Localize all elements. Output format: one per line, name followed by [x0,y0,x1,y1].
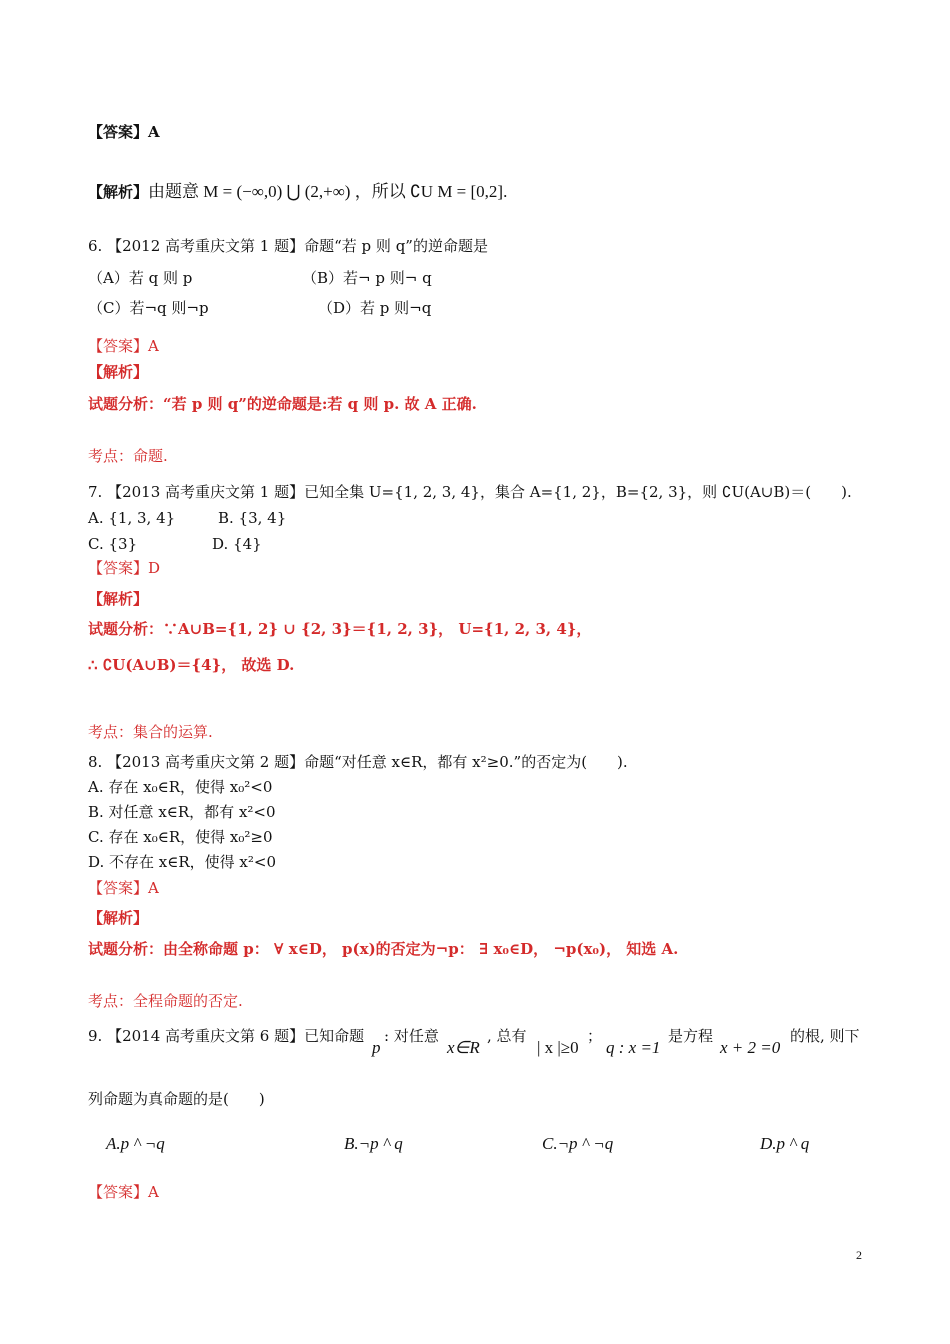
answer-label: 【答案】 [88,559,149,577]
q8-option-d: D. 不存在 x∈R，使得 x²<0 [88,853,277,871]
answer-label: 【答案】 [88,123,149,141]
question-number: 8. [88,753,103,771]
q9-option-b: B.¬p ^ q [344,1134,403,1153]
analysis-label: 【解析】 [88,183,149,201]
q6-analysis: 试题分析：“若 p 则 q”的逆命题是:若 q 则 p. 故 A 正确. [88,395,477,413]
q7-option-c: C. {3} [88,535,138,553]
q6-option-a: （A）若 q 则 p [88,269,193,287]
q9-stem-part: 的根, 则下 [790,1027,860,1045]
question-text: 命题“对任意 x∈R，都有 x²≥0.”的否定为( ). [304,753,628,771]
answer-value: A [148,123,160,141]
answer-value: A [148,337,159,355]
q9-x-in-r: x∈R [447,1038,480,1057]
answer-value: A [148,1183,159,1201]
answer-value: D [148,559,161,577]
q5-answer [88,122,160,142]
q5-analysis [88,182,507,202]
q9-stem-line-1 [88,1026,364,1046]
question-number: 6. [88,237,103,255]
page-number: 2 [856,1248,862,1262]
q7-analysis-label: 【解析】 [88,590,149,608]
q8-answer [88,878,159,898]
q6-option-b: （B）若¬ p 则¬ q [302,269,432,287]
question-source: 【2013 高考重庆文第 2 题】 [107,753,305,771]
q8-analysis: 试题分析：由全称命题 p： ∀ x∈D， p(x)的否定为¬p： ∃ x₀∈D， ¬p(x₀)， 知选 A. [88,940,679,958]
question-text: 已知全集 U={1, 2, 3, 4}，集合 A={1, 2}，B={2, 3}，则 ∁U(A∪B)＝( ). [304,483,852,501]
question-source: 【2013 高考重庆文第 1 题】 [107,483,305,501]
q7-analysis-line-1: 试题分析：∵A∪B={1, 2} ∪ {2, 3}＝{1, 2, 3}， U={1, 2, 3, 4}， [88,620,592,638]
question-source: 【2014 高考重庆文第 6 题】 [107,1027,305,1045]
q9-stem-line-2: 列命题为真命题的是( ) [88,1090,265,1108]
q7-option-a: A. {1, 3, 4} [88,509,176,527]
q9-option-a: A.p ^ ¬q [106,1134,165,1153]
q8-option-a: A. 存在 x₀∈R，使得 x₀²<0 [88,778,273,796]
q8-option-b: B. 对任意 x∈R，都有 x²<0 [88,803,276,821]
q7-answer [88,558,160,578]
q9-stem-part: , 总有 [487,1027,527,1045]
q7-option-d: D. {4} [212,535,262,553]
q8-option-c: C. 存在 x₀∈R，使得 x₀²≥0 [88,828,273,846]
q7-option-b: B. {3, 4} [218,509,287,527]
q9-stem-part: 是方程 [668,1027,714,1045]
q6-option-c: （C）若¬q 则¬p [88,299,209,317]
stem-part: 已知命题 [304,1027,365,1045]
question-number: 7. [88,483,103,501]
analysis-text: 由题意 M = (−∞,0) ⋃ (2,+∞) ，所以 ∁U M = [0,2]. [148,182,508,201]
q6-answer [88,336,159,356]
q9-stem-part: : 对任意 [384,1027,439,1045]
q8-analysis-label: 【解析】 [88,909,149,927]
answer-label: 【答案】 [88,879,149,897]
q7-analysis-line-2: ∴ ∁U(A∪B)＝{4}， 故选 D. [88,656,295,674]
q9-option-d: D.p ^ q [760,1134,810,1153]
q9-equation: x + 2 =0 [720,1038,781,1057]
q9-symbol-p: p [372,1038,381,1057]
q6-analysis-label: 【解析】 [88,363,149,381]
q9-stem-part: ； [587,1027,603,1045]
answer-label: 【答案】 [88,337,149,355]
q7-stem [88,482,852,502]
answer-value: A [148,879,159,897]
answer-label: 【答案】 [88,1183,149,1201]
q9-option-c: C.¬p ^ ¬q [542,1134,614,1153]
q6-stem [88,236,488,256]
question-source: 【2012 高考重庆文第 1 题】 [107,237,305,255]
q7-point: 考点：集合的运算. [88,723,213,741]
q6-point: 考点：命题. [88,447,168,465]
question-number: 9. [88,1027,103,1045]
q6-option-d: （D）若 p 则¬q [318,299,432,317]
q8-point: 考点：全程命题的否定. [88,992,243,1010]
q9-abs-x: | x |≥0 [537,1038,579,1057]
question-text: 命题“若 p 则 q”的逆命题是 [304,237,488,255]
q9-q-def: q : x =1 [606,1038,661,1057]
q9-answer [88,1182,159,1202]
q8-stem [88,752,628,772]
